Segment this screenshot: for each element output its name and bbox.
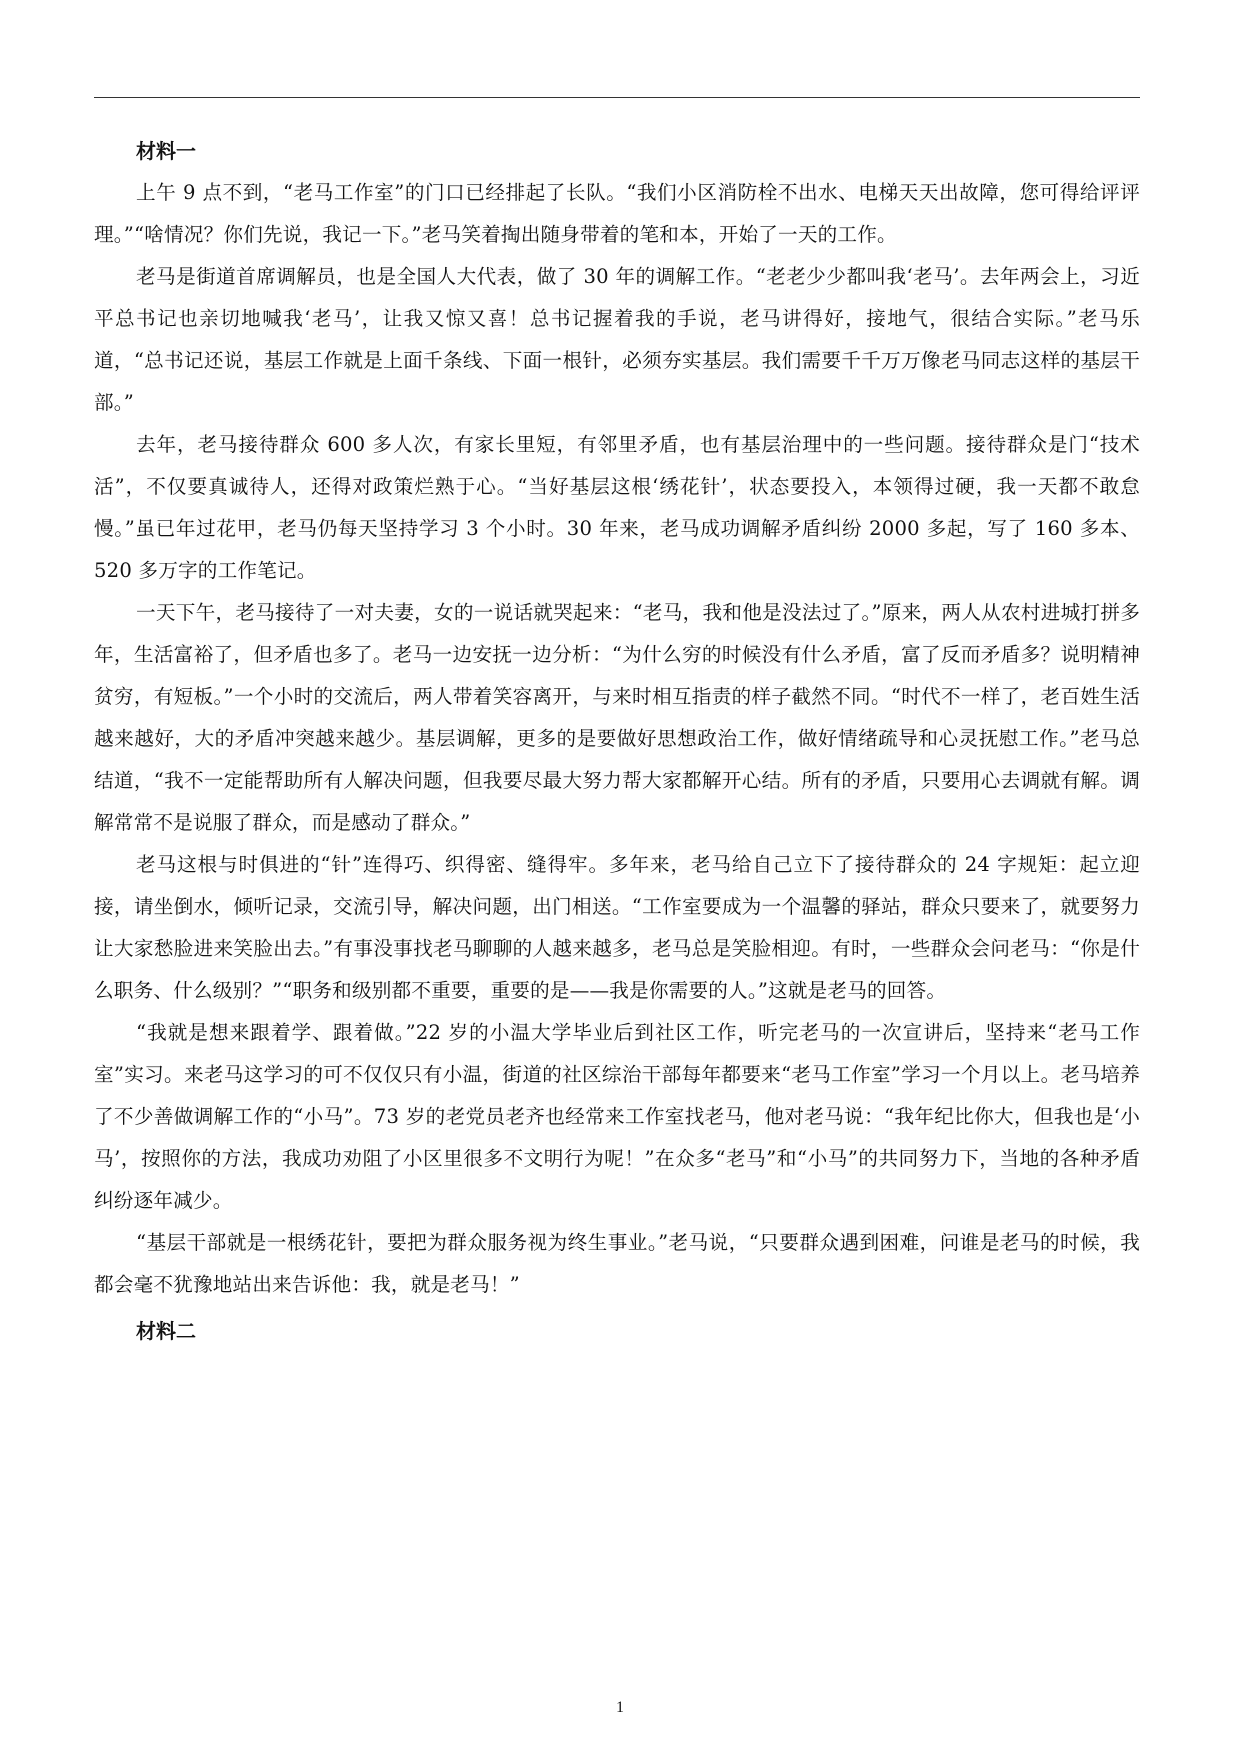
document-body [94, 130, 1140, 1352]
section-heading-material-2: 材料二 [136, 1319, 196, 1343]
paragraph-5: 老马这根与时俱进的“针”连得巧、织得密、缝得牢。多年来，老马给自己立下了接待群众的 24 字规矩：起立迎接，请坐倒水，倾听记录，交流引导，解决问题，出门相送。“工作室要成为一个温馨的驿站，群众只要来了，就要努力让大家愁脸进来笑脸出去。”有事没事找老马聊聊的人越来越多，老马总是笑脸相迎。有时，一些群众会问老马：“你是什么职务、什么级别？”“职务和级别都不重要，重要的是——我是你需要的人。”这就是老马的回答。 [94, 853, 1140, 1002]
page-number: 1 [616, 1699, 624, 1716]
paragraph-7: “基层干部就是一根绣花针，要把为群众服务视为终生事业。”老马说，“只要群众遇到困难，问谁是老马的时候，我都会毫不犹豫地站出来告诉他：我，就是老马！” [94, 1231, 1140, 1296]
paragraph-2: 老马是街道首席调解员，也是全国人大代表，做了 30 年的调解工作。“老老少少都叫我‘老马’。去年两会上，习近平总书记也亲切地喊我‘老马’，让我又惊又喜！总书记握着我的手说，老马讲得好，接地气，很结合实际。”老马乐道，“总书记还说，基层工作就是上面千条线、下面一根针，必须夯实基层。我们需要千千万万像老马同志这样的基层干部。” [94, 265, 1140, 414]
paragraph-6: “我就是想来跟着学、跟着做。”22 岁的小温大学毕业后到社区工作，听完老马的一次宣讲后，坚持来“老马工作室”实习。来老马这学习的可不仅仅只有小温，街道的社区综治干部每年都要来“老马工作室”学习一个月以上。老马培养了不少善做调解工作的“小马”。73 岁的老党员老齐也经常来工作室找老马，他对老马说：“我年纪比你大，但我也是‘小马’，按照你的方法，我成功劝阻了小区里很多不文明行为呢！”在众多“老马”和“小马”的共同努力下，当地的各种矛盾纠纷逐年减少。 [94, 1021, 1140, 1212]
paragraph-3: 去年，老马接待群众 600 多人次，有家长里短，有邻里矛盾，也有基层治理中的一些问题。接待群众是门“技术活”，不仅要真诚待人，还得对政策烂熟于心。“当好基层这根‘绣花针’，状态要投入，本领得过硬，我一天都不敢怠慢。”虽已年过花甲，老马仍每天坚持学习 3 个小时。30 年来，老马成功调解矛盾纠纷 2000 多起，写了 160 多本、520 多万字的工作笔记。 [94, 433, 1140, 582]
header-rule [94, 97, 1140, 98]
paragraph-1: 上午 9 点不到，“老马工作室”的门口已经排起了长队。“我们小区消防栓不出水、电梯天天出故障，您可得给评评理。”“啥情况？你们先说，我记一下。”老马笑着掏出随身带着的笔和本，开始了一天的工作。 [94, 181, 1140, 246]
section-heading-material-1: 材料一 [136, 139, 196, 163]
paragraph-4: 一天下午，老马接待了一对夫妻，女的一说话就哭起来：“老马，我和他是没法过了。”原来，两人从农村进城打拼多年，生活富裕了，但矛盾也多了。老马一边安抚一边分析：“为什么穷的时候没有什么矛盾，富了反而矛盾多？说明精神贫穷，有短板。”一个小时的交流后，两人带着笑容离开，与来时相互指责的样子截然不同。“时代不一样了，老百姓生活越来越好，大的矛盾冲突越来越少。基层调解，更多的是要做好思想政治工作，做好情绪疏导和心灵抚慰工作。”老马总结道，“我不一定能帮助所有人解决问题，但我要尽最大努力帮大家都解开心结。所有的矛盾，只要用心去调就有解。调解常常不是说服了群众，而是感动了群众。” [94, 601, 1140, 834]
